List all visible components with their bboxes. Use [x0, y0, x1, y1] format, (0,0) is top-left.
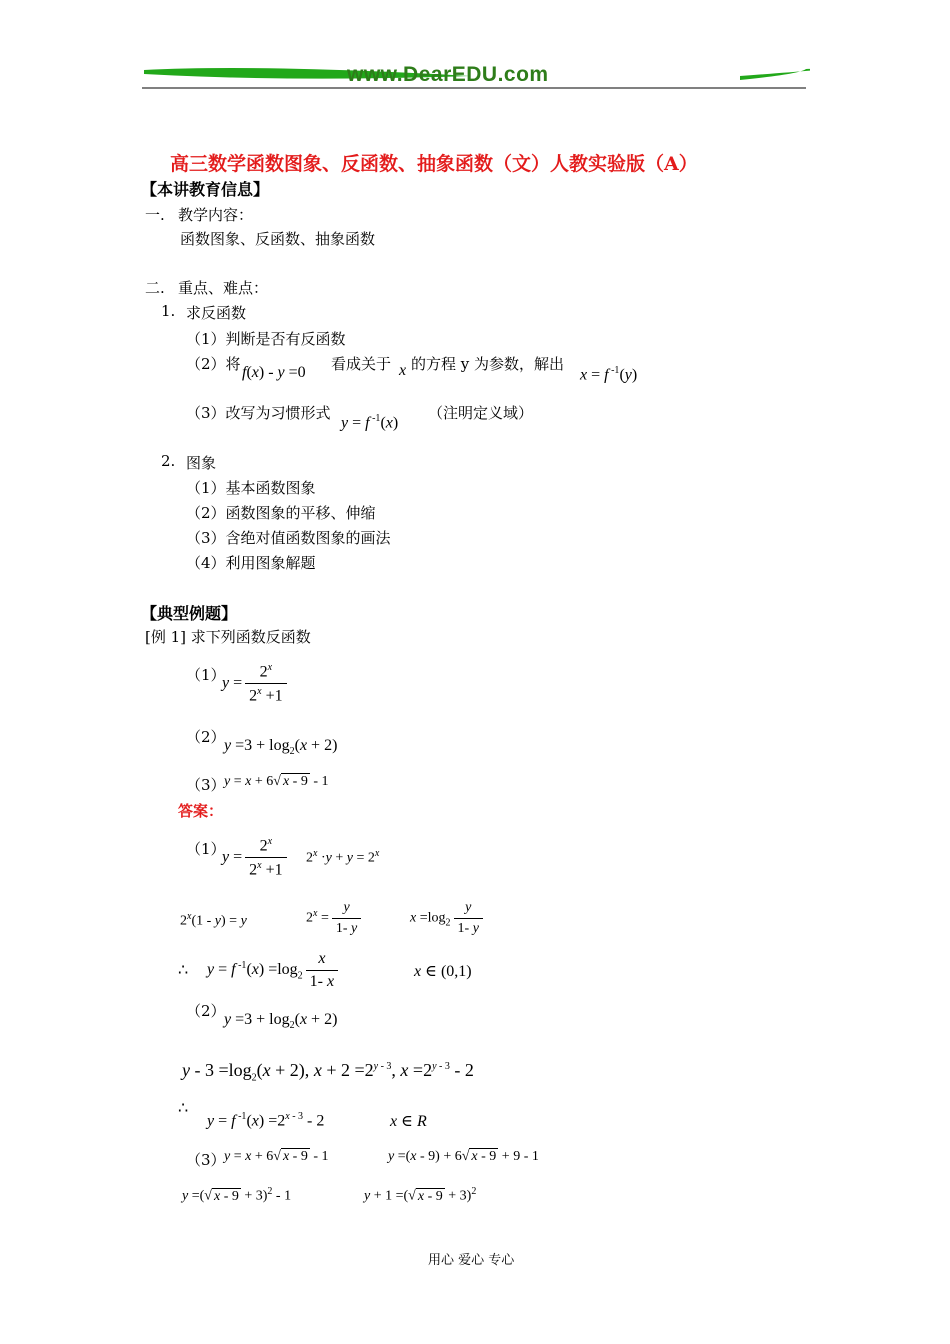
math-x-eq-finv-y: x = f $^{-1}$(y) — [580, 365, 638, 384]
section-heading-examples: 【典型例题】 — [141, 604, 238, 623]
sub-title-2: 图象 — [186, 454, 217, 472]
answer-label: 答案： — [178, 802, 224, 820]
sub-label-1: 1. — [161, 302, 176, 320]
step-1-2b: 看成关于 — [331, 355, 392, 373]
step-2-2: （2）函数图象的平移、伸缩 — [186, 504, 376, 522]
answer-3-step-3: y =(√ x - 9 + 3)$^2$ - 1 — [182, 1186, 292, 1204]
answer-1-step-1: y = $\frac{2^x}{2^x +1}$ — [222, 836, 290, 880]
step-1-1: （1）判断是否有反函数 — [186, 330, 346, 348]
step-2-3: （3）含绝对值函数图象的画法 — [186, 529, 391, 547]
step-1-3b: （注明定义域） — [428, 404, 534, 422]
problem-1-equation: y = $\frac{2^x}{2^x +1}$ — [222, 662, 290, 706]
math-fx-minus-y: f(x) - y =0 — [242, 364, 306, 381]
step-2-1: （1）基本函数图象 — [186, 479, 316, 497]
page-title: 高三数学函数图象、反函数、抽象函数（文）人教实验版（A） — [170, 153, 698, 175]
problem-3-equation: y = x + 6√ x - 9 - 1 — [224, 774, 329, 789]
site-logo: www.DearEDU.com — [347, 63, 549, 86]
item-title-2: 重点、难点： — [178, 279, 269, 297]
math-y-eq-finv-x: y = f $^{-1}$(x) — [341, 413, 399, 432]
answer-1-step-5: $x =\log_2$ $\frac{y}{1- y}$ — [410, 900, 486, 937]
answer-label-3: （3） — [186, 1151, 226, 1169]
answer-2-domain: x ∈ R — [390, 1113, 427, 1130]
answer-3-step-2: y =(x - 9) + 6√ x - 9 + 9 - 1 — [388, 1149, 539, 1164]
step-1-3a: （3）改写为习惯形式 — [186, 404, 331, 422]
answer-1-step-2: $2^x \cdot y + y = 2^x$ — [306, 848, 380, 866]
item-label-1: 一. — [145, 206, 165, 224]
math-x: x — [399, 362, 407, 379]
section-heading-info: 【本讲教育信息】 — [141, 180, 270, 199]
step-1-2c: 的方程 y 为参数，解出 — [411, 355, 565, 373]
answer-3-step-1: y = x + 6√ x - 9 - 1 — [224, 1149, 329, 1164]
sub-title-1: 求反函数 — [186, 304, 247, 322]
example-1-title: [例 1] 求下列函数反函数 — [145, 628, 311, 646]
answer-label-1: （1） — [186, 840, 226, 858]
answer-2-result: y = f $^{-1}(x) =2^{x - 3} - 2$ — [207, 1111, 325, 1130]
therefore-symbol-2: ∴ — [178, 1098, 189, 1117]
problem-2-equation: $y =3 + \log_2(x + 2)$ — [224, 737, 338, 758]
step-2-4: （4）利用图象解题 — [186, 554, 316, 572]
page-footer: 用心 爱心 专心 — [428, 1253, 515, 1268]
answer-label-2: （2） — [186, 1002, 226, 1020]
answer-1-result: y = f $^{-1}(x) =\log_2$ $\frac{x}{1- x}$ — [207, 950, 341, 991]
problem-label-1: （1） — [186, 666, 226, 684]
answer-1-step-3: 2$^x$(1 - y) = y — [180, 911, 247, 929]
step-1-2a: （2）将 — [186, 355, 241, 373]
answer-1-step-4: $2^x$ = $\frac{y}{1- y}$ — [306, 900, 364, 937]
item-body-1: 函数图象、反函数、抽象函数 — [180, 230, 376, 248]
problem-label-2: （2） — [186, 728, 226, 746]
right-swoosh — [740, 68, 810, 80]
therefore-symbol-1: ∴ — [178, 960, 189, 979]
problem-label-3: （3） — [186, 776, 226, 794]
sub-label-2: 2. — [161, 452, 176, 470]
answer-2-equation: $y =3 + \log_2(x + 2)$ — [224, 1011, 338, 1032]
answer-3-step-4: y + 1 =(√ x - 9 + 3)$^2$ — [364, 1186, 477, 1204]
item-title-1: 教学内容： — [178, 206, 254, 224]
item-label-2: 二. — [145, 279, 165, 297]
answer-2-steps: $y - 3 =\log_2(x + 2)$, $x + 2 =2^{y - 3}$, $x =2^{y - 3} - 2$ — [182, 1060, 474, 1084]
answer-1-domain: x ∈ (0,1) — [414, 963, 472, 980]
